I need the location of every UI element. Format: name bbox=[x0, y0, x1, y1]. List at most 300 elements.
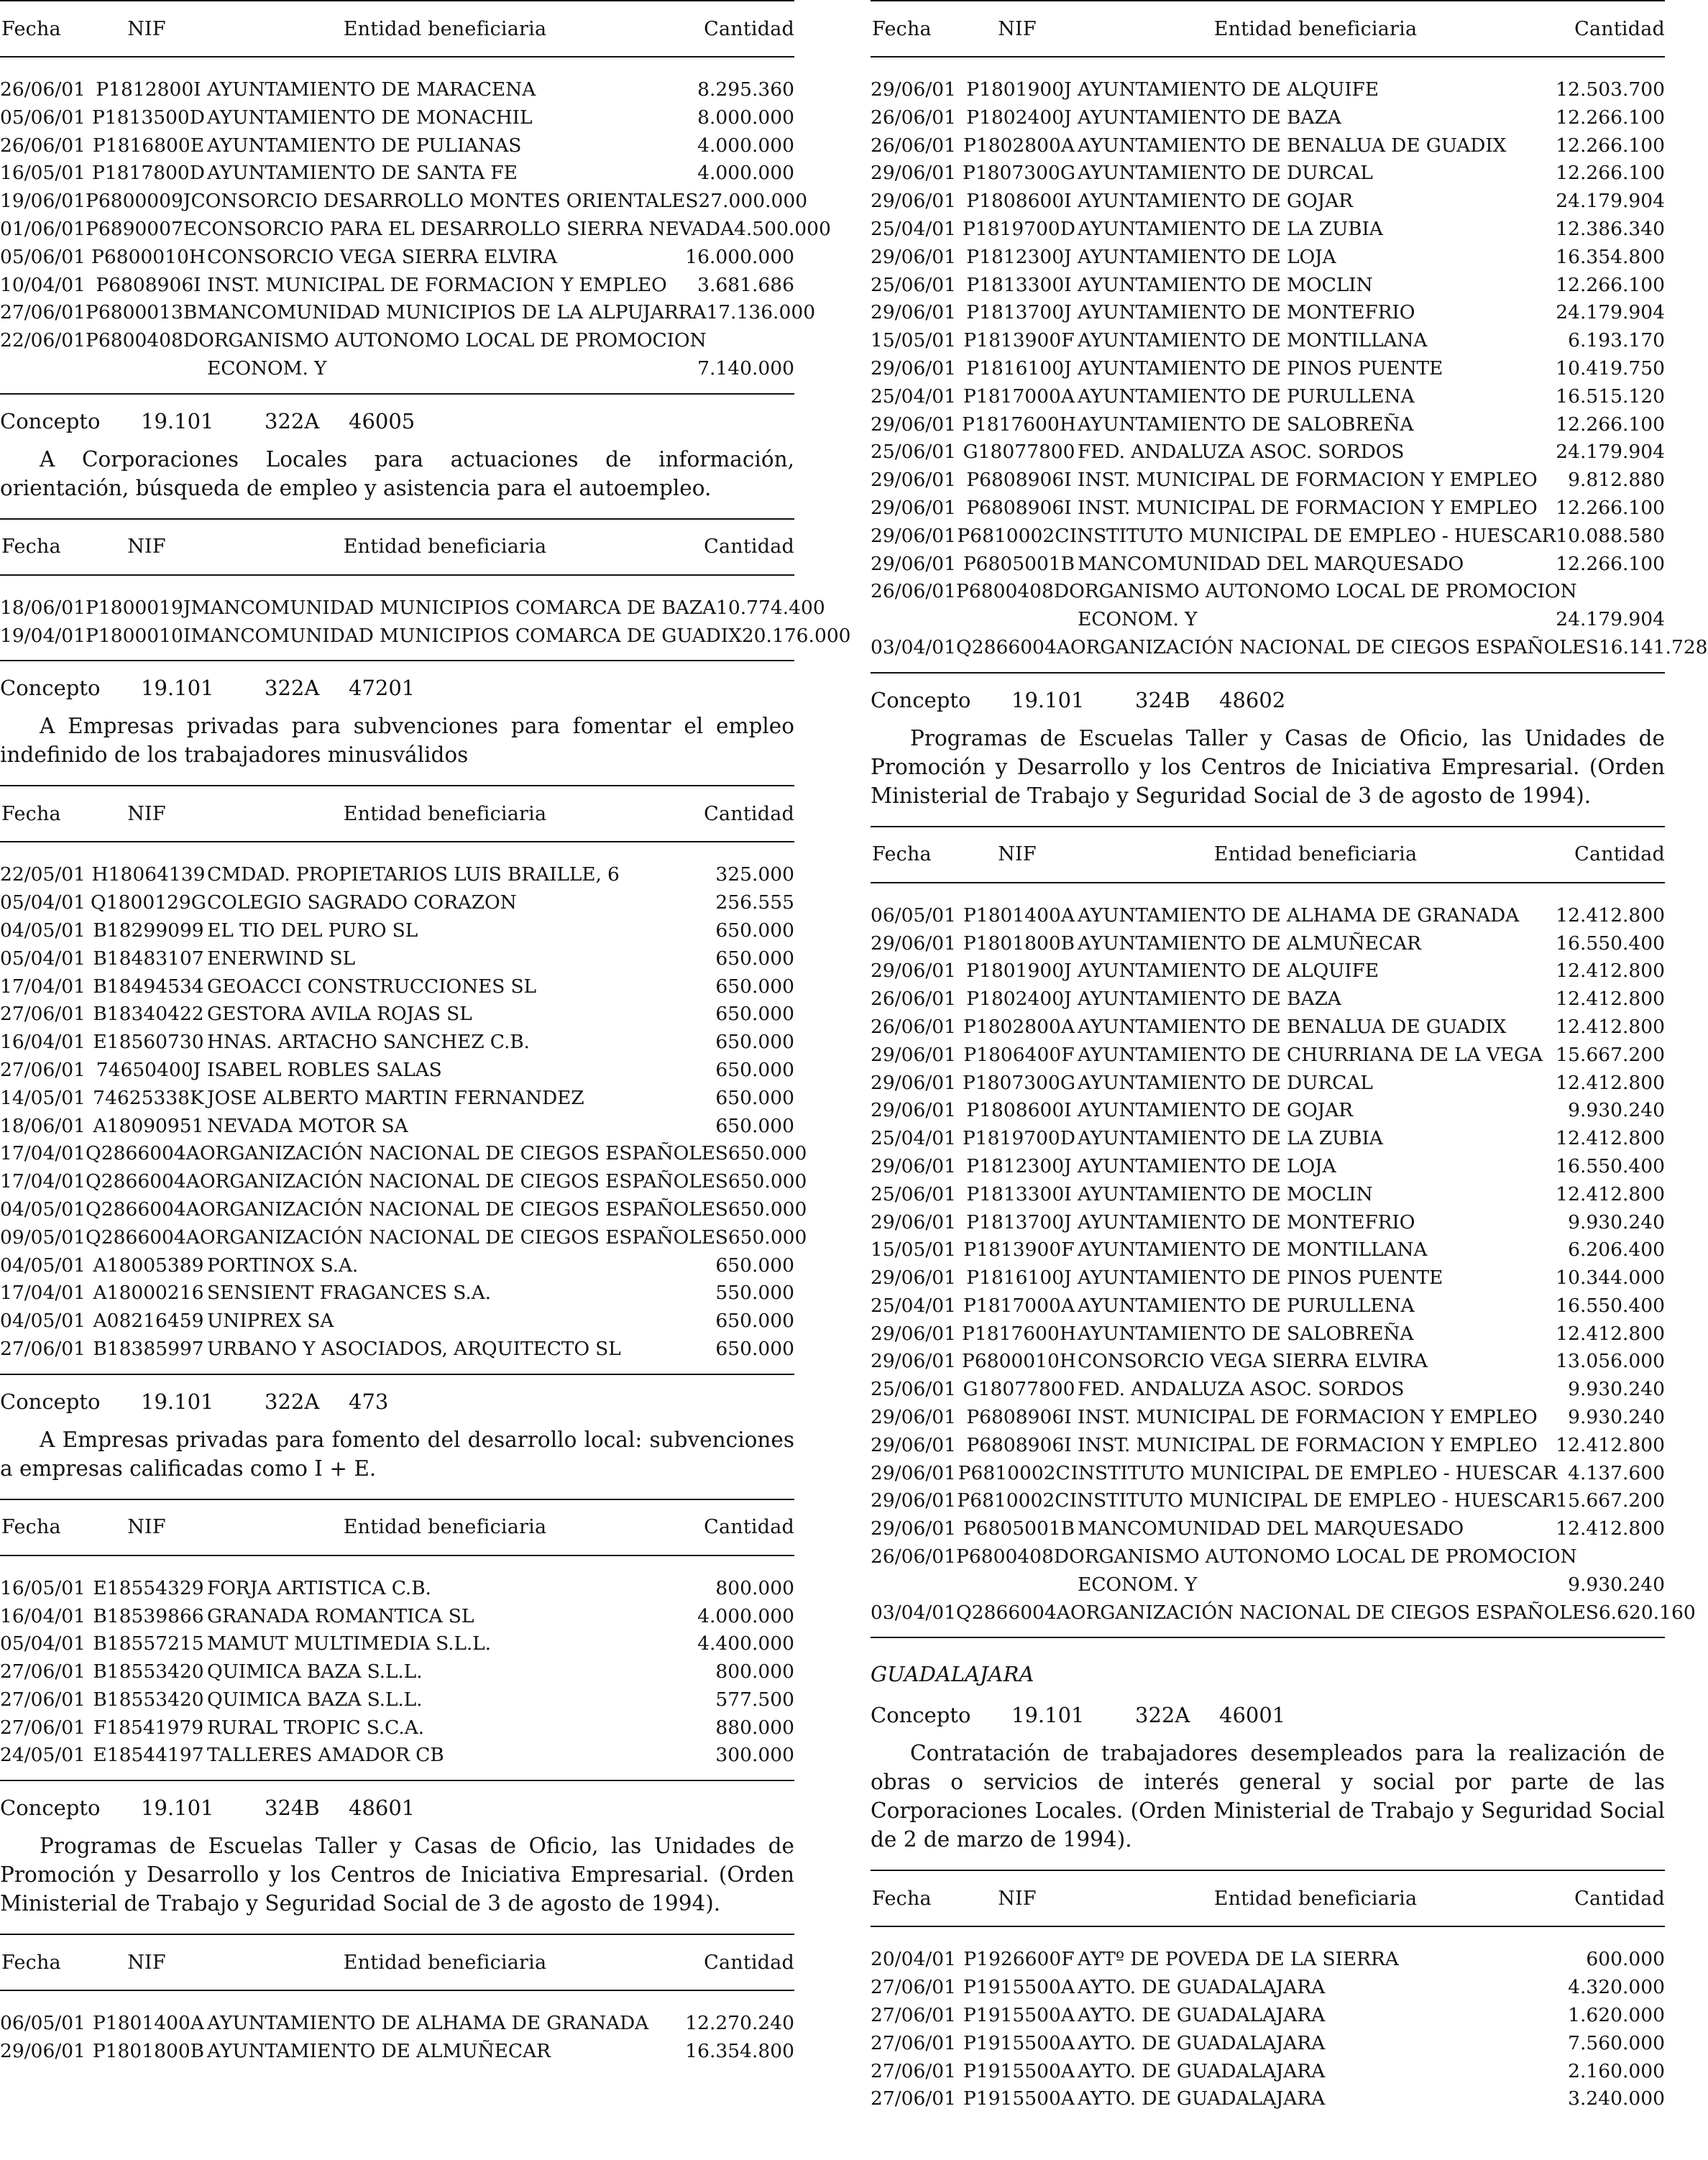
cell-fecha: 25/04/01 bbox=[871, 1294, 957, 1317]
cell-entidad: PORTINOX S.A. bbox=[207, 1254, 359, 1277]
cell-entidad: AYUNTAMIENTO DE GOJAR bbox=[1078, 190, 1353, 213]
beneficiaries-table bbox=[871, 826, 1696, 1639]
cell-entidad: AYUNTAMIENTO DE ALHAMA DE GRANADA bbox=[207, 2012, 649, 2035]
cell-entidad: AYUNTAMIENTO DE GOJAR bbox=[1078, 1099, 1353, 1122]
cell-nif: 74650400J bbox=[96, 1058, 201, 1081]
table-row bbox=[871, 160, 1665, 188]
cell-fecha: 29/06/01 bbox=[871, 932, 957, 955]
header-fecha: Fecha bbox=[1, 17, 61, 40]
table-row bbox=[871, 495, 1665, 523]
cell-nif: E18560730 bbox=[93, 1031, 204, 1054]
cell-cantidad: 6.193.170 bbox=[1568, 329, 1665, 352]
concept-description: Programas de Escuelas Taller y Casas de Oficio, las Unidades de Promoción y Desarrollo y los Centros de Iniciativa Empresarial. (Orden Ministerial de Trabajo y Seguridad Social de 3 de agosto de 1994). bbox=[871, 725, 1665, 808]
cell-cantidad: 12.412.800 bbox=[1556, 1322, 1665, 1345]
table-row bbox=[871, 1487, 1665, 1515]
cell-fecha: 29/06/01 bbox=[871, 1267, 957, 1290]
cell-fecha: 26/06/01 bbox=[871, 106, 957, 129]
cell-entidad: AYUNTAMIENTO DE MOCLIN bbox=[1078, 1182, 1373, 1205]
cell-nif: A18000216 bbox=[93, 1282, 204, 1305]
cell-fecha: 22/06/01 bbox=[0, 329, 86, 352]
cell-entidad: FED. ANDALUZA ASOC. SORDOS bbox=[1078, 441, 1405, 464]
cell-entidad: ECONOM. Y bbox=[1078, 608, 1198, 631]
table-row bbox=[0, 160, 794, 188]
concept-program: 324B bbox=[265, 1796, 320, 1821]
cell-cantidad: 24.179.904 bbox=[1556, 301, 1665, 324]
cell-entidad: AYUNTAMIENTO DE LA ZUBIA bbox=[1078, 1127, 1383, 1150]
cell-cantidad bbox=[707, 327, 794, 355]
beneficiaries-table bbox=[0, 1934, 794, 2076]
header-cantidad: Cantidad bbox=[704, 536, 794, 559]
cell-cantidad: 3.681.686 bbox=[697, 273, 794, 296]
cell-nif: G18077800 bbox=[963, 1378, 1075, 1401]
cell-entidad: ECONOM. Y bbox=[207, 357, 327, 380]
table-row bbox=[0, 1001, 794, 1029]
cell-entidad: ORGANIZACIÓN NACIONAL DE CIEGOS ESPAÑOLES bbox=[199, 1198, 728, 1221]
cell-cantidad: 1.620.000 bbox=[1568, 2004, 1665, 2027]
cell-entidad: CMDAD. PROPIETARIOS LUIS BRAILLE, 6 bbox=[207, 863, 620, 886]
table-row bbox=[0, 355, 794, 383]
cell-entidad: INSTITUTO MUNICIPAL DE EMPLEO - HUESCAR bbox=[1069, 524, 1556, 547]
cell-cantidad: 650.000 bbox=[715, 1058, 794, 1081]
cell-cantidad: 4.320.000 bbox=[1568, 1976, 1665, 1999]
table-row bbox=[871, 411, 1665, 439]
cell-cantidad: 9.930.240 bbox=[1568, 1406, 1665, 1429]
cell-nif: P1806400F bbox=[963, 1043, 1075, 1066]
cell-cantidad: 15.667.200 bbox=[1556, 1489, 1665, 1512]
concept-number: 19.101 bbox=[141, 1389, 214, 1414]
cell-nif: P6805001B bbox=[963, 1517, 1075, 1540]
cell-cantidad: 12.386.340 bbox=[1556, 217, 1665, 240]
table-header bbox=[0, 785, 794, 842]
cell-cantidad: 4.000.000 bbox=[697, 1604, 794, 1627]
cell-entidad: AYUNTAMIENTO DE BAZA bbox=[1078, 988, 1341, 1011]
cell-fecha: 26/06/01 bbox=[871, 1015, 957, 1038]
cell-fecha: 20/04/01 bbox=[871, 1948, 957, 1971]
cell-fecha: 27/06/01 bbox=[871, 1976, 957, 1999]
cell-nif: P1915500A bbox=[963, 2004, 1075, 2027]
cell-nif: B18299099 bbox=[93, 919, 204, 942]
cell-fecha: 27/06/01 bbox=[0, 1058, 86, 1081]
cell-nif: P6800010H bbox=[91, 245, 206, 268]
cell-nif: Q2866004A bbox=[86, 1142, 200, 1165]
cell-entidad: JOSE ALBERTO MARTIN FERNANDEZ bbox=[207, 1086, 584, 1109]
table-row bbox=[871, 1125, 1665, 1153]
cell-fecha: 26/06/01 bbox=[871, 1545, 957, 1568]
concept-program: 324B bbox=[1135, 687, 1190, 712]
header-nif: NIF bbox=[998, 1887, 1037, 1910]
concept-program: 322A bbox=[265, 676, 320, 701]
cell-nif: P1812300J bbox=[966, 1154, 1072, 1177]
cell-fecha: 01/06/01 bbox=[0, 217, 86, 240]
cell-nif: B18340422 bbox=[93, 1003, 204, 1026]
cell-cantidad: 12.412.800 bbox=[1556, 1071, 1665, 1094]
cell-cantidad: 24.179.904 bbox=[1556, 190, 1665, 213]
cell-nif: P6890007E bbox=[86, 217, 198, 240]
cell-nif: P1813700J bbox=[966, 301, 1072, 324]
table-row bbox=[871, 1974, 1665, 2002]
cell-cantidad: 650.000 bbox=[715, 1031, 794, 1054]
cell-fecha: 16/05/01 bbox=[0, 162, 86, 185]
table-row bbox=[871, 2002, 1665, 2030]
cell-entidad: RURAL TROPIC S.C.A. bbox=[207, 1716, 424, 1739]
cell-entidad: AYTO. DE GUADALAJARA bbox=[1078, 2004, 1326, 2027]
beneficiaries-table bbox=[871, 1870, 1665, 2123]
table-row bbox=[871, 104, 1665, 132]
cell-fecha: 22/05/01 bbox=[0, 863, 86, 886]
cell-entidad: AYTO. DE GUADALAJARA bbox=[1078, 2059, 1326, 2082]
header-fecha: Fecha bbox=[1, 802, 61, 825]
cell-entidad: AYUNTAMIENTO DE SANTA FE bbox=[207, 162, 518, 185]
cell-entidad: AYUNTAMIENTO DE PULIANAS bbox=[207, 134, 522, 157]
cell-entidad: AYUNTAMIENTO DE ALMUÑECAR bbox=[207, 2040, 551, 2063]
cell-entidad: ISABEL ROBLES SALAS bbox=[207, 1058, 442, 1081]
table-row bbox=[0, 1140, 807, 1168]
cell-fecha: 29/06/01 bbox=[871, 1322, 957, 1345]
table-row bbox=[871, 902, 1665, 930]
cell-fecha: 29/06/01 bbox=[0, 2040, 86, 2063]
cell-cantidad: 650.000 bbox=[715, 1114, 794, 1137]
cell-cantidad: 550.000 bbox=[715, 1282, 794, 1305]
table-row bbox=[871, 383, 1665, 411]
cell-nif: P6810002C bbox=[957, 524, 1070, 547]
cell-cantidad: 256.555 bbox=[715, 891, 794, 914]
cell-entidad: AYUNTAMIENTO DE MONTILLANA bbox=[1078, 1238, 1428, 1261]
cell-entidad: FORJA ARTISTICA C.B. bbox=[207, 1576, 431, 1599]
cell-fecha: 29/06/01 bbox=[871, 1071, 957, 1094]
cell-entidad: COLEGIO SAGRADO CORAZON bbox=[207, 891, 517, 914]
cell-fecha: 10/04/01 bbox=[0, 273, 86, 296]
cell-fecha: 29/06/01 bbox=[871, 357, 957, 380]
cell-nif: P1813900F bbox=[963, 329, 1075, 352]
cell-entidad: AYTO. DE GUADALAJARA bbox=[1078, 2087, 1326, 2110]
cell-cantidad: 3.240.000 bbox=[1568, 2087, 1665, 2110]
cell-cantidad: 16.000.000 bbox=[685, 245, 794, 268]
cell-entidad: INST. MUNICIPAL DE FORMACION Y EMPLEO bbox=[1078, 1433, 1538, 1456]
cell-fecha: 06/05/01 bbox=[0, 2012, 86, 2035]
cell-fecha: 29/06/01 bbox=[871, 78, 957, 101]
cell-fecha: 29/06/01 bbox=[871, 552, 957, 575]
cell-nif: P1816100J bbox=[966, 357, 1072, 380]
cell-nif: P1915500A bbox=[963, 2059, 1075, 2082]
cell-nif: P6808906I bbox=[966, 469, 1072, 492]
cell-fecha: 24/05/01 bbox=[0, 1744, 86, 1767]
cell-cantidad: 325.000 bbox=[715, 863, 794, 886]
table-row bbox=[0, 1252, 794, 1280]
table-header bbox=[0, 0, 794, 58]
table-row bbox=[0, 1603, 794, 1631]
table-row bbox=[871, 1181, 1665, 1209]
concept-description: Contratación de trabajadores desempleados para la realización de obras o servicios de interés general y social por parte de las Corporaciones Locales. (Orden Ministerial de Trabajo y Seguridad Social de 2 de marzo de 1994). bbox=[871, 1741, 1665, 1852]
cell-fecha: 16/04/01 bbox=[0, 1604, 86, 1627]
cell-entidad: AYUNTAMIENTO DE LOJA bbox=[1078, 1154, 1336, 1177]
cell-cantidad: 12.412.800 bbox=[1556, 1015, 1665, 1038]
cell-fecha: 16/05/01 bbox=[0, 1576, 86, 1599]
cell-entidad: AYTO. DE GUADALAJARA bbox=[1078, 2031, 1326, 2054]
cell-entidad: EL TIO DEL PURO SL bbox=[207, 919, 418, 942]
header-cantidad: Cantidad bbox=[704, 1516, 794, 1539]
table-row bbox=[871, 1292, 1665, 1320]
cell-fecha: 29/06/01 bbox=[871, 190, 957, 213]
cell-nif: P1816800E bbox=[92, 134, 205, 157]
cell-nif: G18077800 bbox=[963, 441, 1075, 464]
cell-entidad: AYUNTAMIENTO DE MONACHIL bbox=[207, 106, 533, 129]
cell-cantidad: 20.176.000 bbox=[741, 624, 851, 647]
table-row bbox=[871, 1320, 1665, 1348]
table-row bbox=[871, 132, 1665, 160]
cell-nif: Q2866004A bbox=[956, 1601, 1070, 1624]
cell-nif: A18090951 bbox=[93, 1114, 204, 1137]
table-header bbox=[0, 1499, 794, 1556]
cell-nif: P6800013B bbox=[86, 301, 198, 324]
cell-entidad: INST. MUNICIPAL DE FORMACION Y EMPLEO bbox=[207, 273, 667, 296]
cell-cantidad: 16.354.800 bbox=[1556, 245, 1665, 268]
cell-nif: B18539866 bbox=[93, 1604, 204, 1627]
cell-nif: P1812300J bbox=[966, 245, 1072, 268]
cell-cantidad: 650.000 bbox=[715, 919, 794, 942]
cell-entidad: AYUNTAMIENTO DE PINOS PUENTE bbox=[1078, 357, 1443, 380]
cell-entidad: AYUNTAMIENTO DE ALQUIFE bbox=[1078, 960, 1379, 983]
cell-fecha bbox=[871, 606, 960, 634]
cell-fecha: 19/04/01 bbox=[0, 624, 86, 647]
concept-description: A Corporaciones Locales para actuaciones de información, orientación, búsqueda de empleo y asistencia para el autoempleo. bbox=[0, 446, 794, 500]
cell-entidad: INST. MUNICIPAL DE FORMACION Y EMPLEO bbox=[1078, 1406, 1538, 1429]
table-row bbox=[871, 985, 1665, 1014]
cell-nif: A18005389 bbox=[93, 1254, 204, 1277]
cell-nif: P1801400A bbox=[963, 904, 1075, 927]
cell-cantidad: 12.266.100 bbox=[1556, 496, 1665, 519]
cell-cantidad: 16.550.400 bbox=[1556, 1294, 1665, 1317]
cell-fecha: 17/04/01 bbox=[0, 1142, 86, 1165]
concept-line bbox=[0, 1781, 794, 1824]
cell-cantidad: 12.412.800 bbox=[1556, 988, 1665, 1011]
table-row bbox=[0, 327, 794, 355]
concept-subconcept: 46001 bbox=[1219, 1703, 1286, 1728]
cell-fecha: 29/06/01 bbox=[871, 1350, 957, 1373]
table-row bbox=[0, 104, 794, 132]
header-cantidad: Cantidad bbox=[704, 1951, 794, 1974]
cell-cantidad: 4.000.000 bbox=[697, 162, 794, 185]
cell-entidad: CONSORCIO VEGA SIERRA ELVIRA bbox=[207, 245, 557, 268]
table-row bbox=[0, 889, 794, 917]
table-row bbox=[0, 1029, 794, 1057]
cell-nif: P6808906I bbox=[966, 1433, 1072, 1456]
cell-fecha bbox=[871, 1571, 960, 1599]
cell-entidad: MANCOMUNIDAD MUNICIPIOS COMARCA DE BAZA bbox=[190, 596, 717, 619]
cell-nif bbox=[90, 355, 207, 383]
cell-nif bbox=[960, 606, 1078, 634]
cell-fecha: 25/04/01 bbox=[871, 1127, 957, 1150]
cell-fecha: 17/04/01 bbox=[0, 1170, 86, 1193]
table-row bbox=[0, 2038, 794, 2066]
header-cantidad: Cantidad bbox=[1574, 1887, 1665, 1910]
cell-nif: Q2866004A bbox=[86, 1170, 200, 1193]
table-body bbox=[0, 576, 851, 662]
cell-fecha: 26/06/01 bbox=[871, 580, 957, 603]
header-entidad: Entidad beneficiaria bbox=[1213, 17, 1418, 40]
cell-fecha: 03/04/01 bbox=[871, 635, 957, 658]
cell-fecha: 26/06/01 bbox=[871, 134, 957, 157]
concept-number: 19.101 bbox=[141, 408, 214, 433]
cell-nif: P1801800B bbox=[92, 2040, 205, 2063]
cell-entidad: GESTORA AVILA ROJAS SL bbox=[207, 1003, 472, 1026]
table-row bbox=[871, 930, 1665, 958]
cell-entidad: AYUNTAMIENTO DE MONTILLANA bbox=[1078, 329, 1428, 352]
cell-nif: P1800010I bbox=[86, 624, 191, 647]
cell-fecha: 25/06/01 bbox=[871, 1182, 957, 1205]
cell-nif: P1807300G bbox=[962, 1071, 1076, 1094]
header-nif: NIF bbox=[127, 536, 166, 559]
cell-entidad: GEOACCI CONSTRUCCIONES SL bbox=[207, 975, 536, 998]
header-cantidad: Cantidad bbox=[1574, 843, 1665, 866]
cell-nif: P1812800I bbox=[96, 78, 201, 101]
table-row bbox=[871, 578, 1665, 606]
table-row bbox=[871, 2030, 1665, 2058]
cell-cantidad: 16.141.728 bbox=[1598, 635, 1708, 658]
table-row bbox=[871, 1432, 1665, 1460]
cell-cantidad: 650.000 bbox=[727, 1170, 807, 1193]
cell-nif: P6800408D bbox=[86, 329, 199, 352]
table-row bbox=[871, 1014, 1665, 1042]
cell-nif: 74625338K bbox=[93, 1086, 204, 1109]
cell-nif: P6800408D bbox=[956, 580, 1070, 603]
cell-cantidad: 7.560.000 bbox=[1568, 2031, 1665, 2054]
cell-fecha: 27/06/01 bbox=[0, 1688, 86, 1711]
table-row bbox=[871, 299, 1665, 327]
cell-fecha: 17/04/01 bbox=[0, 975, 86, 998]
table-row bbox=[871, 523, 1665, 551]
table-row bbox=[871, 606, 1665, 634]
cell-fecha: 25/04/01 bbox=[871, 217, 957, 240]
table-row bbox=[871, 1515, 1665, 1543]
table-row bbox=[871, 1404, 1665, 1432]
cell-nif: P1802400J bbox=[966, 106, 1072, 129]
cell-cantidad: 10.774.400 bbox=[716, 596, 825, 619]
cell-nif: Q2866004A bbox=[956, 635, 1070, 658]
header-entidad: Entidad beneficiaria bbox=[343, 802, 547, 825]
table-row bbox=[871, 1209, 1665, 1237]
cell-fecha: 18/06/01 bbox=[0, 596, 86, 619]
table-row bbox=[0, 299, 816, 327]
table-row bbox=[871, 272, 1665, 300]
cell-cantidad: 12.270.240 bbox=[685, 2012, 794, 2035]
cell-fecha: 27/06/01 bbox=[0, 1003, 86, 1026]
cell-nif: P1800019J bbox=[86, 596, 191, 619]
cell-fecha: 15/05/01 bbox=[871, 1238, 957, 1261]
table-row bbox=[0, 622, 851, 651]
table-row bbox=[0, 1575, 794, 1603]
concept-label: Concepto bbox=[0, 1796, 101, 1821]
cell-nif: P1802400J bbox=[966, 988, 1072, 1011]
table-row bbox=[0, 188, 808, 216]
cell-nif: H18064139 bbox=[91, 863, 206, 886]
concept-subconcept: 473 bbox=[349, 1389, 389, 1414]
table-body bbox=[0, 1556, 794, 1782]
cell-fecha: 25/06/01 bbox=[871, 1378, 957, 1401]
table-row bbox=[871, 1348, 1665, 1376]
cell-fecha: 05/04/01 bbox=[0, 1632, 86, 1655]
cell-nif: P1915500A bbox=[963, 2087, 1075, 2110]
cell-entidad: AYUNTAMIENTO DE PURULLENA bbox=[1078, 1294, 1415, 1317]
cell-nif: P1813900F bbox=[963, 1238, 1075, 1261]
right-column bbox=[871, 0, 1708, 2123]
cell-cantidad: 8.295.360 bbox=[697, 78, 794, 101]
header-fecha: Fecha bbox=[1, 1516, 61, 1539]
cell-cantidad: 24.179.904 bbox=[1556, 441, 1665, 464]
cell-entidad: AYUNTAMIENTO DE CHURRIANA DE LA VEGA bbox=[1078, 1043, 1543, 1066]
cell-fecha bbox=[0, 355, 90, 383]
concept-line bbox=[0, 661, 794, 704]
cell-fecha: 17/04/01 bbox=[0, 1282, 86, 1305]
table-row bbox=[0, 1224, 807, 1252]
cell-cantidad: 4.500.000 bbox=[733, 217, 831, 240]
header-fecha: Fecha bbox=[872, 843, 932, 866]
cell-cantidad: 12.266.100 bbox=[1556, 273, 1665, 296]
concept-label: Concepto bbox=[0, 676, 101, 701]
concept-line bbox=[871, 1688, 1665, 1732]
cell-entidad: MAMUT MULTIMEDIA S.L.L. bbox=[207, 1632, 491, 1655]
cell-fecha: 19/06/01 bbox=[0, 190, 86, 213]
cell-nif: P1813300I bbox=[966, 273, 1072, 296]
cell-cantidad: 16.354.800 bbox=[685, 2040, 794, 2063]
beneficiaries-table bbox=[0, 0, 831, 395]
concept-number: 19.101 bbox=[141, 1796, 214, 1821]
cell-entidad: AYUNTAMIENTO DE BAZA bbox=[1078, 106, 1341, 129]
cell-nif: P6808906I bbox=[96, 273, 201, 296]
cell-cantidad bbox=[1577, 1543, 1665, 1571]
cell-cantidad: 15.667.200 bbox=[1556, 1043, 1665, 1066]
cell-fecha: 26/06/01 bbox=[0, 78, 86, 101]
left-column bbox=[0, 0, 851, 2076]
header-fecha: Fecha bbox=[872, 1887, 932, 1910]
cell-cantidad: 650.000 bbox=[715, 1254, 794, 1277]
table-row bbox=[871, 1599, 1696, 1627]
cell-fecha: 29/06/01 bbox=[871, 1210, 957, 1233]
cell-fecha: 27/06/01 bbox=[0, 1716, 86, 1739]
cell-fecha: 05/06/01 bbox=[0, 106, 86, 129]
cell-nif: P1802800A bbox=[963, 1015, 1075, 1038]
concept-number: 19.101 bbox=[141, 676, 214, 701]
cell-entidad: MANCOMUNIDAD MUNICIPIOS DE LA ALPUJARRA bbox=[197, 301, 707, 324]
cell-entidad: MANCOMUNIDAD DEL MARQUESADO bbox=[1078, 1517, 1464, 1540]
beneficiaries-table bbox=[0, 518, 851, 662]
cell-fecha: 27/06/01 bbox=[0, 1337, 86, 1360]
cell-cantidad: 10.419.750 bbox=[1556, 357, 1665, 380]
concept-subconcept: 47201 bbox=[349, 676, 415, 701]
cell-cantidad: 577.500 bbox=[715, 1688, 794, 1711]
cell-entidad: CONSORCIO PARA EL DESARROLLO SIERRA NEVADA bbox=[197, 217, 734, 240]
cell-cantidad bbox=[1577, 578, 1665, 606]
header-nif: NIF bbox=[127, 1516, 166, 1539]
cell-fecha: 18/06/01 bbox=[0, 1114, 86, 1137]
cell-nif: P6808906I bbox=[966, 496, 1072, 519]
header-nif: NIF bbox=[127, 1951, 166, 1974]
cell-nif: P6800009J bbox=[86, 190, 191, 213]
header-cantidad: Cantidad bbox=[1574, 17, 1665, 40]
table-row bbox=[871, 1042, 1665, 1070]
cell-fecha: 04/05/01 bbox=[0, 1198, 86, 1221]
cell-cantidad: 4.000.000 bbox=[697, 134, 794, 157]
cell-entidad: AYUNTAMIENTO DE PINOS PUENTE bbox=[1078, 1267, 1443, 1290]
header-entidad: Entidad beneficiaria bbox=[1213, 843, 1418, 866]
table-row bbox=[0, 973, 794, 1001]
cell-fecha: 05/04/01 bbox=[0, 947, 86, 970]
cell-cantidad: 9.930.240 bbox=[1568, 1573, 1665, 1596]
cell-cantidad: 4.137.600 bbox=[1568, 1461, 1665, 1484]
cell-entidad: AYUNTAMIENTO DE LA ZUBIA bbox=[1078, 217, 1383, 240]
table-row bbox=[871, 957, 1665, 985]
cell-cantidad: 12.412.800 bbox=[1556, 1127, 1665, 1150]
cell-fecha: 05/06/01 bbox=[0, 245, 86, 268]
